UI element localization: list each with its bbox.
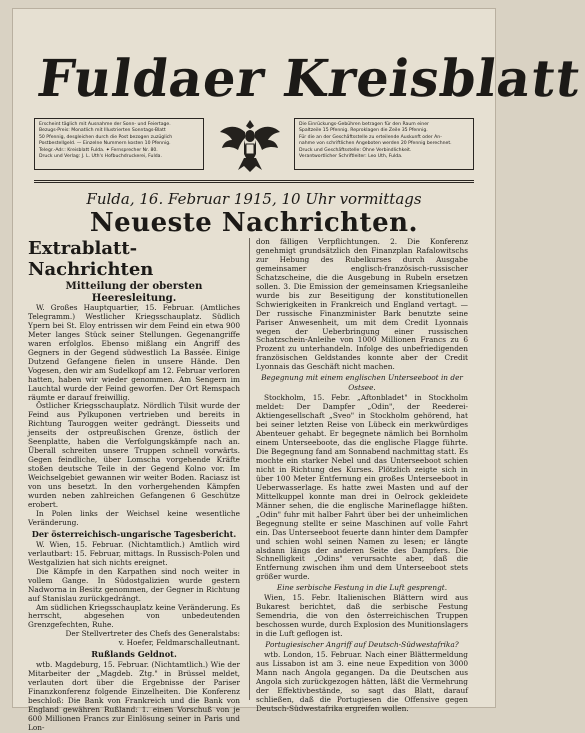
- info-line: Druck und Verlag: J. L. Uth's Hofbuchdruckerei, Fulda.: [39, 154, 162, 160]
- section-heading: Begegnung mit einem englischen Unterseeboot in der Ostsee.: [261, 373, 463, 393]
- column-right: [256, 237, 468, 713]
- section-heading: Der österreichisch-ungarische Tagesbericht.: [31, 528, 237, 539]
- article-paragraph: W. Wien, 15. Februar. (Nichtamtlich.) Amtlich wird verlautbart: 15. Februar, mittags. In Russisch-Polen und Westgalizien hat sich nichts ereignet.: [28, 539, 240, 567]
- info-line: Spaltzeile 15 Pfennig. Reproklagen die Zeile 35 Pfennig.: [299, 128, 428, 134]
- article-paragraph: W. Großes Hauptquartier, 15. Februar. (Amtliches Telegramm.) Westlicher Kriegsschauplatz. Südlich Ypern bei St. Eloy entrissen wir dem Feind ein etwa 900 Meter langes Stück seiner Stellungen. Gegenangriffe waren erfolglos. Ebenso mißlang ein Angriff des Gegners in der Gegend südwestlich La Bassée. Einige Dutzend Gefangene fielen in unsere Hände. Den Vogesen, den wir am Sudelkopf am 12. Februar verloren hatten, haben wir wieder genommen. Am Sengern im Lauchtal wurde der Feind geworfen. Der Ort Remspach räumte er darauf freiwillig.: [28, 303, 240, 402]
- signature-line: v. Hoefer, Feldmarschalleutnant.: [118, 638, 240, 648]
- section-heading: Portugiesischer Angriff auf Deutsch-Südwestafrika?: [265, 640, 459, 650]
- eagle-emblem-icon: [218, 114, 282, 174]
- main-headline: Neueste Nachrichten.: [89, 208, 419, 238]
- article-paragraph: Östlicher Kriegsschauplatz. Nördlich Tilsit wurde der Feind aus Pylkuponen vertrieben und bereits in Richtung Tauroggen weiter gedrängt. Diesseits und jenseits der ostpreußischen Grenze, östlich der Seenplatte, haben die Verfolgungskämpfe nach an. Überall schreiten unsere Truppen schnell vorwärts. Gegen feindliche, über Lomscha vorgehende Kräfte stoßen deutsche Teile in der Gegend Kolno vor. Im Weichselgebiet gewannen wir weiter Boden. Raciasz ist von uns besetzt. In den vorhergehenden Kämpfen wurden neben zahlreichen Gefangenen 6 Geschütze erobert.: [28, 401, 240, 509]
- article-paragraph: wtb. London, 15. Februar. Nach einer Blättermeldung aus Lissabon ist am 3. eine neue Expedition von 3000 Mann nach Angola gegangen. Da die Deutschen aus Angola sich zurückgezogen hätten, läßt die Vermehrung der Effektivbestände, so sagt das Blatt, darauf schließen, daß die Portugiesen die Offensive gegen Deutsch-Südwestafrika ergreifen wollen.: [256, 650, 468, 713]
- info-line: 50 Pfennig, desgleichen durch die Post bezogen zuzüglich: [39, 134, 173, 140]
- article-paragraph: wtb. Magdeburg, 15. Februar. (Nichtamtlich.) Wie der Mitarbeiter der „Magdeb. Ztg." in Brüssel meldet, verlauten dort über die Ergebnisse der Pariser Finanzkonferenz folgende Einzelheiten. Die Konferenz beschloß: Die Bank von Frankreich und die Bank von England gewähren Rußland: 1. einen Vorschuß von je 600 Millionen Francs zur Einlösung seiner in Paris und Lon-: [28, 660, 240, 732]
- masthead-title: Fuldaer Kreisblatt: [33, 49, 585, 109]
- extra-edition-title: Extrablatt-Nachrichten: [28, 238, 154, 280]
- info-line: Die Einrückungs-Gebühren betragen für den Raum einer: [299, 122, 429, 127]
- info-line: Für die an der Geschäftsstelle zu erteilende Auskunft oder An-: [299, 134, 442, 140]
- header-rule: [34, 180, 474, 181]
- advertising-info-box: [294, 118, 474, 170]
- info-line: Bezugs-Preis: Monatlich mit Illustrierten Sonntags-Blatt: [39, 128, 166, 134]
- info-line: Druck und Geschäftsstelle: Ohne Verbindlichkeit.: [299, 147, 412, 153]
- dateline: Fulda, 16. Februar 1915, 10 Uhr vormittags: [86, 190, 422, 208]
- column-divider: [249, 238, 250, 700]
- article-paragraph: In Polen links der Weichsel keine wesentliche Veränderung.: [28, 508, 240, 527]
- info-line: Postbestellgeld. — Einzelne Nummern kosten 10 Pfennig.: [39, 141, 171, 147]
- section-heading: Rußlands Geldnot.: [91, 649, 177, 660]
- article-paragraph: Wien, 15. Febr. Italienischen Blättern wird aus Bukarest berichtet, daß die serbische Festung Semendria, die von den österreichischen Truppen beschossen wurde, durch Explosion des Munitionslagers in die Luft geflogen ist.: [256, 593, 468, 639]
- info-line: Erscheint täglich mit Ausnahme der Sonn- und Feiertage.: [39, 122, 171, 127]
- newspaper-page: [12, 8, 585, 732]
- info-line: Verantwortlicher Schriftleiter: Leo Uth, Fulda.: [299, 154, 403, 160]
- article-paragraph: Am südlichen Kriegsschauplatz keine Veränderung. Es herrscht, abgesehen von unbedeutenden Grenzgefechten, Ruhe.: [28, 602, 240, 630]
- article-paragraph: don fälligen Verpflichtungen. 2. Die Konferenz genehmigt grundsätzlich den Finanzplan Rafalowitschs zur Hebung des Rubelkurses durch Ausgabe gemeinsamer englisch-französisch-russischer Schatzscheine, die die Ausgebung in Rubeln ersetzen sollen. 3. Die Emission der gemeinsamen Kriegsanleihe wurde bis zur Beseitigung der konstitutionellen Schwierigkeiten in Frankreich und England vertagt. — Der russische Finanzminister Bark benutzte seine Pariser Anwesenheit, um mit dem Credit Lyonnais wegen der Ueberbringung einer russischen Schatzschein-Anleihe von 1000 Millionen Francs zu 6 Prozent zu unterhandeln. Infolge des unbefriedigenden französischen Geldstandes konnte aber der Credit Lyonnais das Geschäft nicht machen.: [256, 237, 468, 372]
- info-line: nahme von schriftlichen Angeboten werden 20 Pfennig berechnet.: [299, 141, 452, 147]
- section-heading: Eine serbische Festung in die Luft gesprengt.: [276, 583, 448, 593]
- subscription-info-box: [34, 118, 204, 170]
- column-left: [28, 238, 240, 732]
- article-paragraph: Die Kämpfe in den Karpathen sind noch weiter in vollem Gange. In Südostgalizien wurde gestern Nadworna in Besitz genommen, der Gegner in Richtung auf Stanislau zurückgedrängt.: [28, 566, 240, 603]
- article-paragraph: Stockholm, 15. Febr. „Aftonbladet" in Stockholm meldet: Der Dampfer „Odin", der Reederei-Aktiengesellschaft „Sveo" in Stockholm gehörend, hat bei seiner letzten Reise von Lübeck ein merkwürdiges Abenteuer gehabt. Er begegnete nämlich bei Bornholm einem Unterseeboote, das die englische Flagge führte. Die Begegnung fand am Sonnabend nachmittag statt. Es mochte ein starker Nebel und das Unterseeboot schien nicht in Richtung des Kurses. Plötzlich zeigte sich in über 100 Meter Entfernung ein großes Unterseeboot in Ueberwasserlage. Es hatte zwei Masten und auf der Mittelkuppel konnte man drei in Oelrock gekleidete Männer sehen, die die englische Marineflagge hißten. „Odin" fuhr mit halber Fahrt über bei der unheimlichen Begegnung stellte er seine Maschinen auf volle Fahrt ein. Das Unterseeboot feuerte dann hinter dem Dampfer und schien wohl seinen Namen zu lesen; er längte alsdann längs der anderen Seite des Dampfers. Die Schnelligkeit „Odins" verursachte aber, daß die Entfernung zwischen ihm und dem Unterseeboot stets größer wurde.: [256, 393, 468, 582]
- signature-line: Der Stellvertreter des Chefs des Generalstabs:: [65, 629, 240, 639]
- info-line: Telegr.-Adr.: Kreisblatt Fulda. ✦ Fernsprecher Nr. 80.: [39, 147, 158, 153]
- article-subtitle: Mitteilung der obersten Heeresleitung.: [65, 280, 203, 304]
- header-rule: [34, 182, 474, 183]
